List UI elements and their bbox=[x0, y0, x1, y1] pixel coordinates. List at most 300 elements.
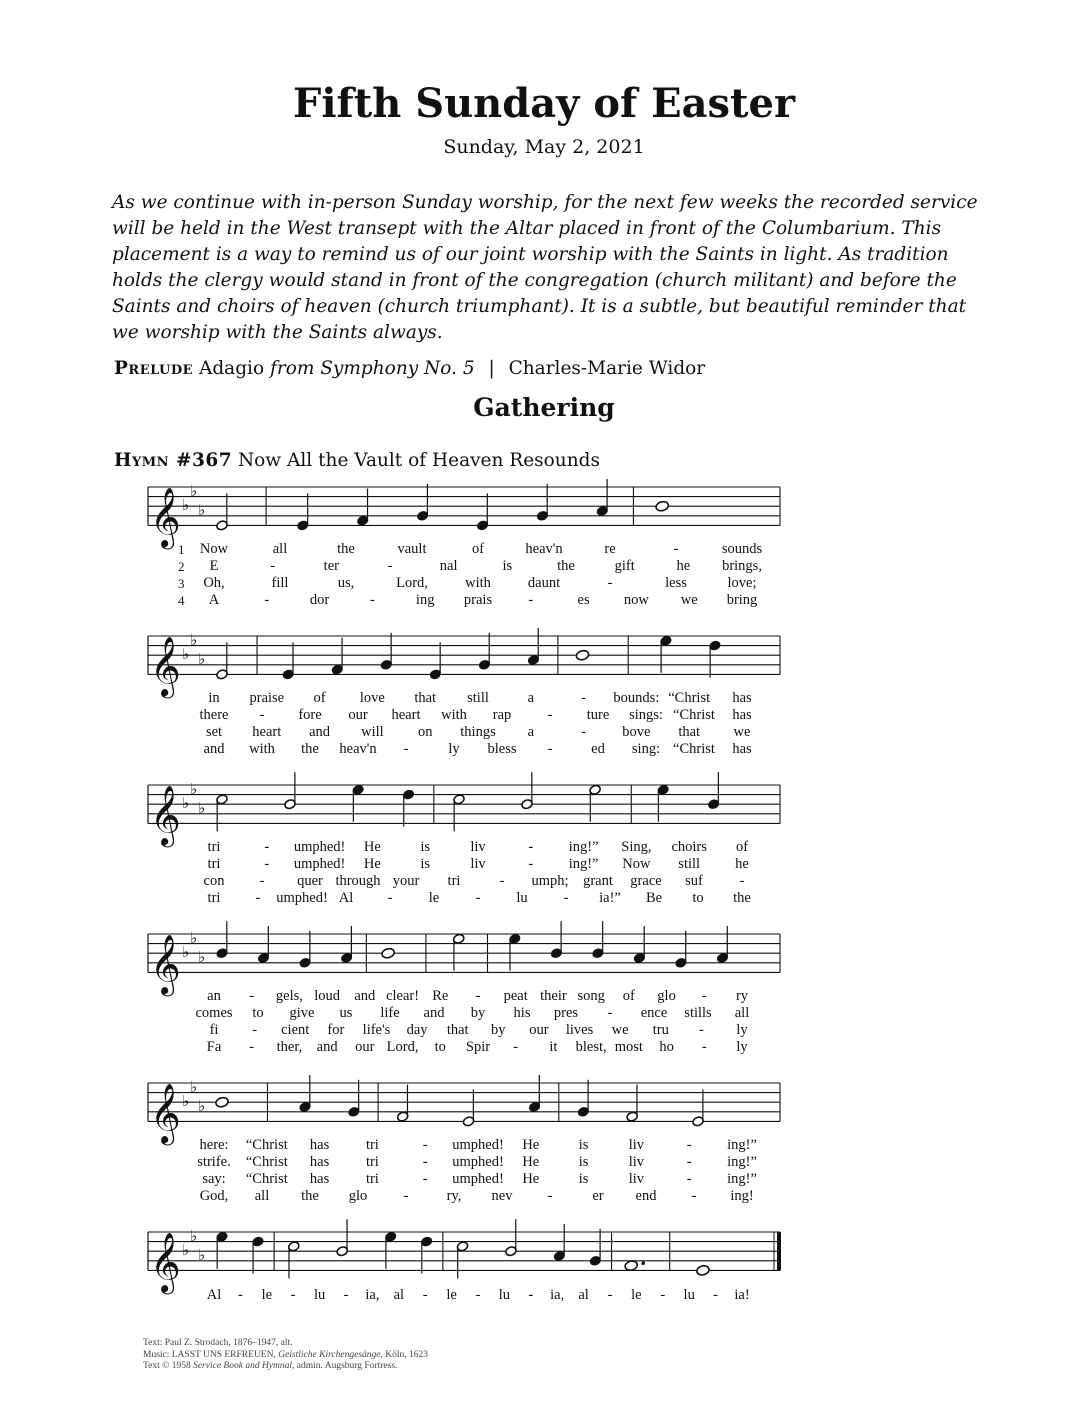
hyphen: - bbox=[528, 856, 534, 872]
lyric-syllable: ter bbox=[323, 558, 339, 574]
lyric-syllable: umphed! bbox=[452, 1137, 504, 1153]
hyphen: - bbox=[528, 839, 534, 855]
flat-icon: ♭ bbox=[182, 496, 190, 515]
lyric-syllable: less bbox=[665, 575, 687, 591]
lyric-syllable: us bbox=[339, 1005, 353, 1021]
hyphen: - bbox=[547, 1188, 553, 1204]
lyric-syllable: through bbox=[335, 873, 381, 889]
hyphen: - bbox=[259, 707, 265, 723]
hyphen: - bbox=[499, 873, 505, 889]
music-credit-place: , Köln, 1623 bbox=[380, 1349, 428, 1360]
lyric-syllable: is bbox=[578, 1154, 589, 1170]
lyric-syllable: le bbox=[446, 1287, 457, 1303]
lyric-syllable: ly bbox=[736, 1039, 748, 1055]
lyric-syllable: umph; bbox=[531, 873, 569, 889]
flat-icon: ♭ bbox=[182, 1241, 190, 1260]
staff-system bbox=[148, 1075, 780, 1145]
lyric-syllable: has bbox=[309, 1137, 330, 1153]
lyric-syllable: he bbox=[676, 558, 691, 574]
lyric-syllable: “Christ bbox=[245, 1154, 288, 1170]
lyric-syllable: set bbox=[205, 724, 223, 740]
lyric-syllable: fore bbox=[298, 707, 322, 723]
lyric-syllable: by bbox=[491, 1022, 506, 1038]
lyric-syllable: our bbox=[348, 707, 368, 723]
lyric-syllable: grant bbox=[583, 873, 613, 889]
lyric-syllable: of bbox=[313, 690, 326, 706]
lyric-syllable: is bbox=[578, 1171, 589, 1187]
lyric-syllable: Spir bbox=[465, 1039, 491, 1055]
lyric-syllable: most bbox=[614, 1039, 643, 1055]
lyric-syllable: cient bbox=[281, 1022, 310, 1038]
lyric-syllable: lives bbox=[565, 1022, 594, 1038]
hyphen: - bbox=[475, 1287, 481, 1303]
text-credit: Text: Paul Z. Strodach, 1876–1947, alt. bbox=[143, 1338, 293, 1348]
lyric-syllable: here: bbox=[199, 1137, 229, 1153]
lyric-syllable: with bbox=[249, 741, 275, 757]
hyphen: - bbox=[422, 1287, 428, 1303]
lyric-syllable: to bbox=[692, 890, 704, 906]
lyric-syllable: liv bbox=[628, 1171, 645, 1187]
lyric-syllable: an bbox=[207, 988, 221, 1004]
lyric-syllable: stills bbox=[684, 1005, 712, 1021]
lyric-syllable: bless bbox=[487, 741, 517, 757]
lyric-syllable: Lord, bbox=[386, 1039, 419, 1055]
lyric-syllable: umphed! bbox=[452, 1154, 504, 1170]
hyphen: - bbox=[422, 1154, 428, 1170]
hyphen: - bbox=[673, 541, 679, 557]
hyphen: - bbox=[701, 1039, 707, 1055]
lyric-syllable: Be bbox=[645, 890, 663, 906]
hyphen: - bbox=[252, 1022, 258, 1038]
hyphen: - bbox=[660, 1287, 666, 1303]
flat-icon: ♭ bbox=[190, 928, 198, 947]
lyric-syllable: to bbox=[434, 1039, 446, 1055]
lyric-syllable: and bbox=[203, 741, 225, 757]
lyric-syllable: song bbox=[577, 988, 605, 1004]
intro-paragraph: As we continue with in-person Sunday worship, for the next few weeks the recorded service will be held in the West transept with the Altar placed in front of the Columbarium. This placement is a way to remind us of our joint worship with the Saints in light. As tradition holds the clergy would stand in front of the congregation (church militant) and before the Saints and choirs of heaven (church triumphant). It is a subtle, but beautiful reminder that we worship with the Saints always. bbox=[112, 192, 978, 343]
lyric-syllable: now bbox=[623, 592, 649, 608]
treble-clef-icon: 𝄞 bbox=[150, 934, 181, 995]
lyric-syllable: re bbox=[604, 541, 616, 557]
lyric-syllable: has bbox=[732, 741, 752, 757]
lyric-syllable: to bbox=[252, 1005, 264, 1021]
flat-icon: ♭ bbox=[190, 630, 198, 649]
lyric-syllable: con bbox=[203, 873, 225, 889]
hyphen: - bbox=[686, 1137, 692, 1153]
lyric-syllable: tri bbox=[207, 890, 221, 906]
lyric-syllable: lu bbox=[313, 1287, 326, 1303]
lyric-syllable: that bbox=[446, 1022, 469, 1038]
flat-icon: ♭ bbox=[182, 1092, 190, 1111]
lyric-syllable: loud bbox=[314, 988, 341, 1004]
hyphen: - bbox=[259, 873, 265, 889]
lyric-syllable: ia, bbox=[365, 1287, 380, 1303]
lyric-syllable: brings, bbox=[722, 558, 762, 574]
hyphen: - bbox=[422, 1171, 428, 1187]
hyphen: - bbox=[581, 690, 587, 706]
lyric-syllable: Sing, bbox=[621, 839, 652, 855]
lyric-syllable: tri bbox=[447, 873, 461, 889]
staff-system bbox=[148, 628, 780, 698]
lyric-syllable: ia!” bbox=[599, 890, 621, 906]
hyphen: - bbox=[739, 873, 745, 889]
lyric-syllable: He bbox=[522, 1137, 540, 1153]
lyric-syllable: is bbox=[578, 1137, 589, 1153]
note-head bbox=[575, 649, 589, 661]
lyric-syllable: ry bbox=[735, 988, 749, 1004]
lyric-syllable: glo bbox=[348, 1188, 368, 1204]
lyric-syllable: with bbox=[465, 575, 491, 591]
lyric-syllable: clear! bbox=[386, 988, 420, 1004]
lyric-syllable: ia! bbox=[734, 1287, 750, 1303]
lyric-syllable: nal bbox=[439, 558, 458, 574]
lyric-syllable: ia, bbox=[550, 1287, 565, 1303]
staff-system bbox=[148, 479, 780, 549]
section-heading: Gathering bbox=[473, 393, 615, 422]
lyric-syllable: that bbox=[414, 690, 437, 706]
flat-icon: ♭ bbox=[198, 501, 206, 519]
music-credit-text: Music: LASST UNS ERFREUEN, bbox=[143, 1349, 279, 1360]
lyric-syllable: ture bbox=[586, 707, 610, 723]
lyric-syllable: liv bbox=[628, 1154, 645, 1170]
lyric-syllable: glo bbox=[657, 988, 676, 1004]
lyric-syllable: ed bbox=[591, 741, 605, 757]
flat-icon: ♭ bbox=[198, 650, 206, 668]
lyric-syllable: “Christ bbox=[668, 690, 711, 706]
lyric-syllable: has bbox=[309, 1154, 330, 1170]
lyric-syllable: al bbox=[578, 1287, 589, 1303]
lyric-syllable: lu bbox=[683, 1287, 695, 1303]
lyric-syllable: ing!” bbox=[568, 856, 599, 872]
lyric-syllable: “Christ bbox=[245, 1137, 288, 1153]
lyric-syllable: tru bbox=[652, 1022, 669, 1038]
flat-icon: ♭ bbox=[190, 481, 198, 500]
lyric-syllable: tri bbox=[365, 1154, 379, 1170]
hyphen: - bbox=[528, 592, 534, 608]
lyric-syllable: your bbox=[392, 873, 420, 889]
lyric-syllable: all bbox=[272, 541, 288, 557]
prelude-piece: Adagio bbox=[198, 358, 265, 379]
lyric-syllable: life's bbox=[362, 1022, 391, 1038]
hyphen: - bbox=[691, 1188, 697, 1204]
lyric-syllable: blest, bbox=[575, 1039, 607, 1055]
lyric-syllable: le bbox=[261, 1287, 273, 1303]
lyric-syllable: sing: bbox=[631, 741, 661, 757]
lyric-syllable: ly bbox=[736, 1022, 748, 1038]
flat-icon: ♭ bbox=[190, 1077, 198, 1096]
flat-icon: ♭ bbox=[190, 1226, 198, 1245]
flat-icon: ♭ bbox=[198, 1097, 206, 1115]
lyric-syllable: rap bbox=[492, 707, 512, 723]
lyric-syllable: vault bbox=[397, 541, 427, 557]
lyric-syllable: and bbox=[423, 1005, 445, 1021]
lyric-syllable: lu bbox=[498, 1287, 511, 1303]
copyright-source: Service Book and Hymnal bbox=[193, 1361, 293, 1371]
treble-clef-icon: 𝄞 bbox=[150, 487, 181, 548]
page-title: Fifth Sunday of Easter bbox=[292, 80, 796, 127]
lyric-syllable: “Christ bbox=[673, 741, 715, 757]
staff-system bbox=[148, 921, 780, 996]
lyric-syllable: ing!” bbox=[727, 1171, 757, 1187]
lyric-syllable: heart bbox=[252, 724, 282, 740]
hymn-title: Now All the Vault of Heaven Resounds bbox=[237, 450, 600, 471]
note-head bbox=[381, 947, 395, 959]
lyric-syllable: umphed! bbox=[293, 856, 346, 872]
lyric-syllable: bring bbox=[726, 592, 758, 608]
lyric-syllable: praise bbox=[249, 690, 285, 706]
lyric-syllable: of bbox=[471, 541, 485, 557]
prelude-label: Prelude bbox=[114, 358, 194, 379]
staff-system bbox=[148, 772, 780, 847]
lyric-syllable: dor bbox=[309, 592, 330, 608]
hyphen: - bbox=[686, 1171, 692, 1187]
lyric-syllable: nev bbox=[491, 1188, 513, 1204]
lyric-syllable: the bbox=[301, 741, 319, 757]
lyric-syllable: their bbox=[540, 988, 567, 1004]
hyphen: - bbox=[387, 890, 393, 906]
hyphen: - bbox=[255, 890, 261, 906]
treble-clef-icon: 𝄞 bbox=[150, 636, 181, 697]
lyric-syllable: say: bbox=[202, 1171, 226, 1187]
lyric-syllable: daunt bbox=[527, 575, 561, 591]
lyric-syllable: ry, bbox=[446, 1188, 462, 1204]
hyphen: - bbox=[249, 1039, 255, 1055]
hyphen: - bbox=[713, 1287, 719, 1303]
lyric-syllable: he bbox=[735, 856, 749, 872]
verse-number: 3 bbox=[178, 576, 185, 591]
hyphen: - bbox=[249, 988, 255, 1004]
lyric-syllable: umphed! bbox=[293, 839, 346, 855]
lyric-syllable: pres bbox=[553, 1005, 579, 1021]
lyric-syllable: tri bbox=[365, 1171, 379, 1187]
lyric-syllable: peat bbox=[503, 988, 528, 1004]
hyphen: - bbox=[403, 1188, 409, 1204]
staff-system bbox=[148, 1219, 780, 1294]
lyric-syllable: ing!” bbox=[727, 1137, 757, 1153]
lyric-syllable: and bbox=[309, 724, 331, 740]
prelude-composer: Charles-Marie Widor bbox=[508, 358, 706, 379]
lyric-syllable: love bbox=[359, 690, 385, 706]
lyric-syllable: has bbox=[309, 1171, 330, 1187]
hyphen: - bbox=[387, 558, 393, 574]
dot bbox=[641, 1261, 645, 1265]
lyric-syllable: umphed! bbox=[452, 1171, 504, 1187]
flat-icon: ♭ bbox=[182, 645, 190, 664]
service-date: Sunday, May 2, 2021 bbox=[443, 136, 645, 158]
copyright-credit bbox=[143, 1361, 428, 1373]
lyric-syllable: er bbox=[592, 1188, 604, 1204]
verse-number: 1 bbox=[178, 542, 185, 557]
lyric-syllable: there bbox=[199, 707, 229, 723]
lyric-syllable: suf bbox=[685, 873, 703, 889]
hyphen: - bbox=[475, 988, 481, 1004]
lyric-syllable: ing bbox=[415, 592, 435, 608]
lyric-syllable: liv bbox=[470, 856, 486, 872]
hyphen: - bbox=[607, 1287, 613, 1303]
lyric-syllable: “Christ bbox=[673, 707, 715, 723]
note-head bbox=[215, 1096, 229, 1108]
lyric-syllable: the bbox=[733, 890, 751, 906]
hyphen: - bbox=[701, 988, 707, 1004]
lyric-syllable: Re bbox=[432, 988, 449, 1004]
lyric-syllable: and bbox=[354, 988, 376, 1004]
lyric-syllable: ence bbox=[640, 1005, 668, 1021]
lyric-syllable: heav'n bbox=[525, 541, 563, 557]
note-head bbox=[624, 1260, 638, 1272]
lyric-syllable: le bbox=[631, 1287, 642, 1303]
lyric-syllable: gels, bbox=[275, 988, 303, 1004]
flat-icon: ♭ bbox=[182, 943, 190, 962]
flat-icon: ♭ bbox=[182, 794, 190, 813]
hyphen: - bbox=[264, 592, 270, 608]
lyric-syllable: our bbox=[529, 1022, 549, 1038]
hyphen: - bbox=[528, 1287, 534, 1303]
lyric-syllable: He bbox=[363, 856, 381, 872]
lyric-syllable: still bbox=[467, 690, 489, 706]
lyric-syllable: ing!” bbox=[568, 839, 599, 855]
lyric-syllable: has bbox=[732, 690, 752, 706]
lyric-syllable: He bbox=[522, 1154, 540, 1170]
hyphen: - bbox=[475, 890, 481, 906]
lyric-syllable: Now bbox=[622, 856, 651, 872]
lyric-syllable: Oh, bbox=[203, 575, 225, 591]
lyric-syllable: is bbox=[420, 856, 431, 872]
prelude-separator: | bbox=[488, 358, 495, 379]
lyric-syllable: a bbox=[527, 690, 535, 706]
lyric-syllable: choirs bbox=[671, 839, 707, 855]
lyric-syllable: us, bbox=[337, 575, 355, 591]
lyric-syllable: Al bbox=[206, 1287, 222, 1303]
lyric-syllable: A bbox=[208, 592, 220, 608]
lyric-syllable: liv bbox=[470, 839, 486, 855]
hyphen: - bbox=[422, 1137, 428, 1153]
lyric-syllable: “Christ bbox=[245, 1171, 288, 1187]
copyright-text: Text © 1958 bbox=[143, 1361, 194, 1371]
lyric-syllable: umphed! bbox=[276, 890, 328, 906]
hyphen: - bbox=[264, 839, 270, 855]
lyric-syllable: al bbox=[393, 1287, 405, 1303]
treble-clef-icon: 𝄞 bbox=[150, 1083, 181, 1144]
lyric-syllable: end bbox=[635, 1188, 657, 1204]
lyric-syllable: the bbox=[557, 558, 575, 574]
hyphen: - bbox=[581, 724, 587, 740]
hymn-credits bbox=[143, 1338, 428, 1373]
lyric-syllable: is bbox=[502, 558, 513, 574]
lyric-syllable: ing!” bbox=[727, 1154, 757, 1170]
lyric-syllable: for bbox=[327, 1022, 345, 1038]
hymn-number: Hymn #367 bbox=[114, 450, 233, 471]
lyric-syllable: in bbox=[208, 690, 220, 706]
lyric-syllable: tri bbox=[207, 856, 221, 872]
hyphen: - bbox=[403, 741, 409, 757]
lyric-syllable: Now bbox=[199, 541, 229, 557]
note-head bbox=[655, 500, 669, 512]
lyric-syllable: still bbox=[678, 856, 701, 872]
hyphen: - bbox=[270, 558, 276, 574]
flat-icon: ♭ bbox=[198, 799, 206, 817]
lyric-syllable: sounds bbox=[721, 541, 763, 557]
lyric-syllable: a bbox=[527, 724, 535, 740]
lyric-syllable: E bbox=[209, 558, 219, 574]
lyric-syllable: tri bbox=[207, 839, 221, 855]
hyphen: - bbox=[547, 741, 553, 757]
hyphen: - bbox=[607, 1005, 613, 1021]
lyric-syllable: lu bbox=[516, 890, 528, 906]
lyric-syllable: ing! bbox=[730, 1188, 754, 1204]
lyric-syllable: the bbox=[337, 541, 355, 557]
lyric-syllable: He bbox=[363, 839, 381, 855]
lyric-syllable: Fa bbox=[206, 1039, 222, 1055]
lyric-syllable: and bbox=[316, 1039, 338, 1055]
lyric-syllable: God, bbox=[199, 1188, 229, 1204]
treble-clef-icon: 𝄞 bbox=[150, 785, 181, 846]
hyphen: - bbox=[264, 856, 270, 872]
prelude-source: from Symphony No. 5 bbox=[270, 358, 475, 379]
lyric-syllable: Al bbox=[338, 890, 354, 906]
lyric-syllable: things bbox=[460, 724, 496, 740]
lyric-syllable: ly bbox=[448, 741, 460, 757]
lyric-syllable: love; bbox=[727, 575, 757, 591]
lyric-syllable: with bbox=[441, 707, 467, 723]
lyric-syllable: his bbox=[513, 1005, 531, 1021]
lyric-syllable: fill bbox=[271, 575, 289, 591]
flat-icon: ♭ bbox=[198, 1246, 206, 1264]
lyric-syllable: of bbox=[622, 988, 635, 1004]
hyphen: - bbox=[290, 1287, 296, 1303]
lyric-syllable: we bbox=[733, 724, 751, 740]
lyric-syllable: comes bbox=[195, 1005, 233, 1021]
lyric-syllable: our bbox=[355, 1039, 375, 1055]
lyric-syllable: all bbox=[734, 1005, 750, 1021]
lyric-syllable: that bbox=[678, 724, 701, 740]
lyric-syllable: will bbox=[361, 724, 384, 740]
lyric-syllable: prais bbox=[463, 592, 493, 608]
lyric-syllable: quer bbox=[297, 873, 323, 889]
lyric-syllable: heart bbox=[391, 707, 421, 723]
hyphen: - bbox=[607, 575, 613, 591]
lyric-syllable: all bbox=[254, 1188, 270, 1204]
lyric-syllable: strife. bbox=[197, 1154, 231, 1170]
hyphen: - bbox=[343, 1287, 349, 1303]
lyric-syllable: bounds: bbox=[613, 690, 660, 706]
treble-clef-icon: 𝄞 bbox=[150, 1232, 181, 1293]
hyphen: - bbox=[513, 1039, 519, 1055]
hyphen: - bbox=[547, 707, 553, 723]
flat-icon: ♭ bbox=[190, 779, 198, 798]
lyric-syllable: ho bbox=[659, 1039, 674, 1055]
copyright-admin: , admin. Augsburg Fortress. bbox=[292, 1361, 398, 1371]
hyphen: - bbox=[237, 1287, 243, 1303]
lyric-syllable: heav'n bbox=[339, 741, 377, 757]
lyric-syllable: grace bbox=[630, 873, 662, 889]
lyric-syllable: by bbox=[470, 1005, 486, 1021]
lyric-syllable: bove bbox=[622, 724, 651, 740]
hyphen: - bbox=[369, 592, 375, 608]
music-credit bbox=[143, 1350, 428, 1362]
lyric-syllable: es bbox=[577, 592, 590, 608]
music-credit-source: Geistliche Kirchengesänge bbox=[278, 1349, 381, 1360]
hyphen: - bbox=[563, 890, 569, 906]
lyric-syllable: sings: bbox=[629, 707, 663, 723]
lyric-syllable: Lord, bbox=[396, 575, 428, 591]
lyric-syllable: it bbox=[549, 1039, 558, 1055]
hyphen: - bbox=[686, 1154, 692, 1170]
lyric-syllable: has bbox=[732, 707, 752, 723]
lyric-syllable: fi bbox=[209, 1022, 219, 1038]
flat-icon: ♭ bbox=[198, 948, 206, 966]
lyric-syllable: He bbox=[522, 1171, 540, 1187]
lyric-syllable: ther, bbox=[276, 1039, 303, 1055]
